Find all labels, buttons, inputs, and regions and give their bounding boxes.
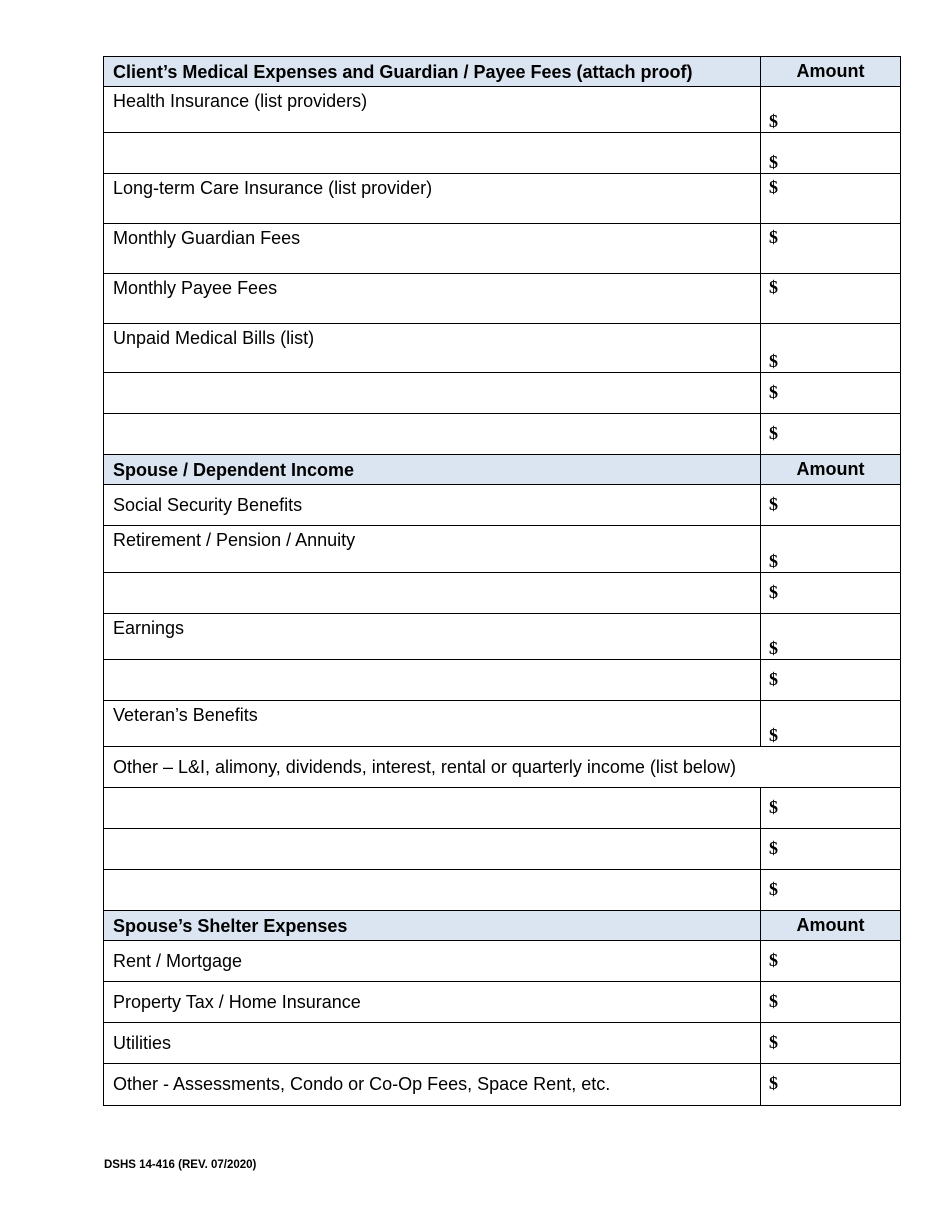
- amount-field[interactable]: [761, 982, 900, 1022]
- table-row: [103, 701, 901, 747]
- table-row: [103, 982, 901, 1023]
- dollar-sign: $: [769, 152, 778, 172]
- table-row: [103, 788, 901, 829]
- amount-field[interactable]: [761, 573, 900, 613]
- row-label: Other - Assessments, Condo or Co-Op Fees, Space Rent, etc.: [104, 1064, 761, 1105]
- row-label: Long-term Care Insurance (list provider): [104, 174, 761, 223]
- row-label-blank[interactable]: [104, 414, 761, 454]
- row-label: Monthly Payee Fees: [104, 274, 761, 323]
- row-label: Utilities: [104, 1023, 761, 1063]
- form-footer-code: DSHS 14-416 (REV. 07/2020): [104, 1159, 257, 1171]
- amount-field[interactable]: [761, 788, 900, 828]
- dollar-sign: $: [769, 838, 778, 858]
- amount-field[interactable]: [761, 870, 900, 910]
- row-label-blank[interactable]: [104, 373, 761, 413]
- row-label: Retirement / Pension / Annuity: [104, 526, 761, 572]
- amount-field[interactable]: [761, 274, 900, 323]
- table-row: [103, 526, 901, 573]
- row-label-blank[interactable]: [104, 573, 761, 613]
- row-label: Health Insurance (list providers): [104, 87, 761, 132]
- row-label-blank[interactable]: [104, 870, 761, 910]
- amount-field[interactable]: [761, 133, 900, 173]
- amount-field[interactable]: [761, 87, 900, 132]
- table-row: [103, 485, 901, 526]
- amount-header: Amount: [796, 459, 865, 479]
- table-row: [103, 1064, 901, 1106]
- amount-header: Amount: [796, 915, 865, 935]
- table-row: [103, 373, 901, 414]
- row-label: Property Tax / Home Insurance: [104, 982, 761, 1022]
- dollar-sign: $: [769, 879, 778, 899]
- table-row: [103, 174, 901, 224]
- table-row: [103, 829, 901, 870]
- amount-field[interactable]: [761, 373, 900, 413]
- row-label: Rent / Mortgage: [104, 941, 761, 981]
- amount-field[interactable]: [761, 324, 900, 372]
- section-title: Client’s Medical Expenses and Guardian / Payee Fees (attach proof): [104, 57, 761, 86]
- amount-field[interactable]: [761, 526, 900, 572]
- section-header-medical: [103, 56, 901, 87]
- amount-field[interactable]: [761, 414, 900, 454]
- table-row: [103, 573, 901, 614]
- section-header-spouse-income: [103, 455, 901, 485]
- table-row: [103, 224, 901, 274]
- amount-field[interactable]: [761, 174, 900, 223]
- dollar-sign: $: [769, 991, 778, 1011]
- amount-field[interactable]: [761, 941, 900, 981]
- row-label-blank[interactable]: [104, 788, 761, 828]
- dollar-sign: $: [769, 551, 778, 571]
- amount-field[interactable]: [761, 224, 900, 273]
- table-row: [103, 274, 901, 324]
- table-row: [103, 414, 901, 455]
- row-label: Social Security Benefits: [104, 485, 761, 525]
- amount-field[interactable]: [761, 1064, 900, 1105]
- section-title: Spouse’s Shelter Expenses: [104, 911, 761, 940]
- amount-field[interactable]: [761, 660, 900, 700]
- row-label-blank[interactable]: [104, 660, 761, 700]
- row-label-blank[interactable]: [104, 829, 761, 869]
- table-row: [103, 941, 901, 982]
- dollar-sign: $: [769, 177, 778, 197]
- section-header-shelter: [103, 911, 901, 941]
- dollar-sign: $: [769, 797, 778, 817]
- section-title: Spouse / Dependent Income: [104, 455, 761, 484]
- row-label: Veteran’s Benefits: [104, 701, 761, 746]
- table-row: [103, 660, 901, 701]
- expense-form: [103, 56, 901, 1106]
- dollar-sign: $: [769, 669, 778, 689]
- dollar-sign: $: [769, 638, 778, 658]
- dollar-sign: $: [769, 950, 778, 970]
- table-row: [103, 614, 901, 660]
- table-row: [103, 133, 901, 174]
- dollar-sign: $: [769, 277, 778, 297]
- table-row: [103, 870, 901, 911]
- row-label-blank[interactable]: [104, 133, 761, 173]
- amount-header: Amount: [796, 61, 865, 81]
- dollar-sign: $: [769, 227, 778, 247]
- dollar-sign: $: [769, 1032, 778, 1052]
- amount-field[interactable]: [761, 1023, 900, 1063]
- other-income-label: Other – L&I, alimony, dividends, interest, rental or quarterly income (list below): [113, 757, 736, 777]
- dollar-sign: $: [769, 582, 778, 602]
- dollar-sign: $: [769, 382, 778, 402]
- amount-field[interactable]: [761, 485, 900, 525]
- dollar-sign: $: [769, 494, 778, 514]
- table-row: [103, 324, 901, 373]
- amount-field[interactable]: [761, 614, 900, 659]
- dollar-sign: $: [769, 725, 778, 745]
- row-label: Earnings: [104, 614, 761, 659]
- dollar-sign: $: [769, 351, 778, 371]
- amount-field[interactable]: [761, 701, 900, 746]
- dollar-sign: $: [769, 111, 778, 131]
- table-row: [103, 1023, 901, 1064]
- row-label: Unpaid Medical Bills (list): [104, 324, 761, 372]
- table-row: [103, 87, 901, 133]
- amount-field[interactable]: [761, 829, 900, 869]
- dollar-sign: $: [769, 423, 778, 443]
- row-label: Monthly Guardian Fees: [104, 224, 761, 273]
- table-row-other-income: [103, 747, 901, 788]
- dollar-sign: $: [769, 1073, 778, 1093]
